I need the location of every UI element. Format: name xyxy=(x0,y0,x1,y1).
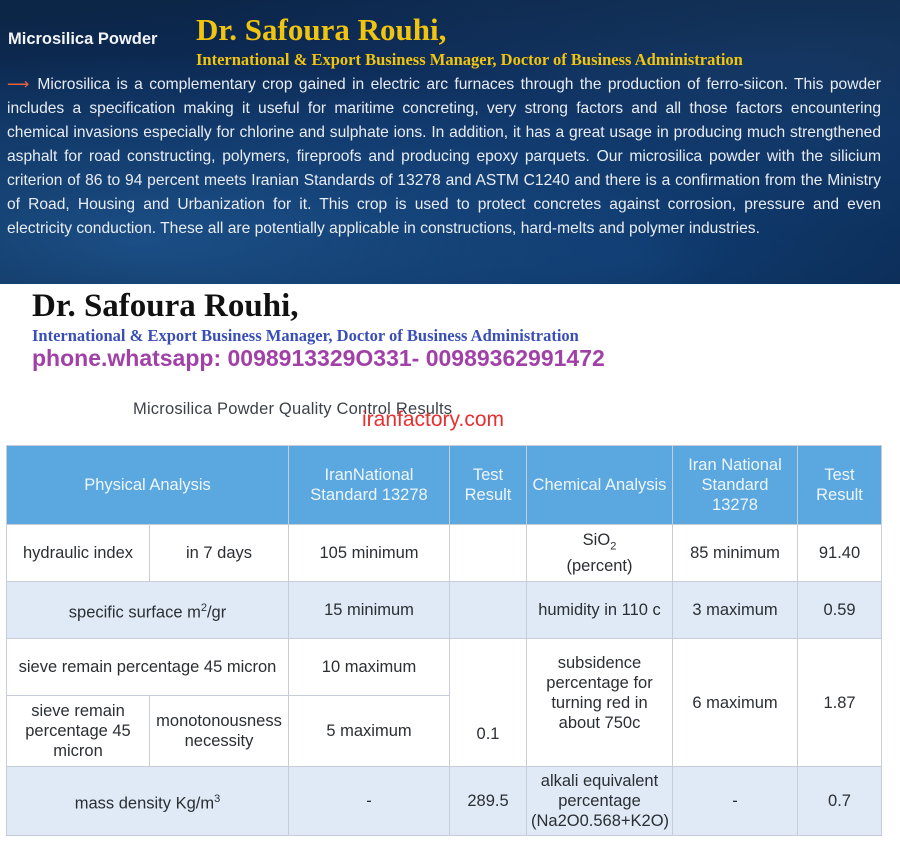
cell-surface-standard: 15 minimum xyxy=(289,582,450,639)
cell-sieve-standard: 10 maximum xyxy=(289,639,450,696)
sio2-unit: (percent) xyxy=(566,557,633,576)
header-chemical-analysis: Chemical Analysis xyxy=(527,446,673,525)
cell-surface-result xyxy=(450,582,527,639)
cell-mono-standard: 5 maximum xyxy=(289,696,450,767)
cell-subsidence: subsidence percentage for turning red in about 750c xyxy=(527,639,673,767)
banner-description xyxy=(7,73,881,241)
banner-name: Dr. Safoura Rouhi, xyxy=(196,12,447,47)
cell-humidity: humidity in 110 c xyxy=(527,582,673,639)
cell-alkali-standard: - xyxy=(673,767,798,836)
specific-surface-text: specific surface m xyxy=(68,603,201,622)
cell-humidity-standard: 3 maximum xyxy=(673,582,798,639)
cell-sio2-standard: 85 minimum xyxy=(673,525,798,582)
table-row xyxy=(7,582,882,639)
cell-specific-surface xyxy=(7,582,289,639)
cell-alkali: alkali equivalent percentage (Na2O0.568+K2O) xyxy=(527,767,673,836)
header-standard-1: IranNational Standard 13278 xyxy=(289,446,450,525)
cell-subsidence-result: 1.87 xyxy=(798,639,882,767)
cell-mass-standard: - xyxy=(289,767,450,836)
header-test-result-1: Test Result xyxy=(450,446,527,525)
quality-table xyxy=(6,445,882,836)
banner-description-text: Microsilica is a complementary crop gained in electric arc furnaces through the production of ferro-siicon. This powder includes a specification making it useful for maritime concreting, very strong factors and all those factors encountering chemical invasions especially for chlorine and sulphate ions. In addition, it has a great usage in producing much strengthened asphalt for road constructing, polymers, fireproofs and producing epoxy parquets. Our microsilica powder with the silicium criterion of 86 to 94 percent meets Iranian Standards of 13278 and ASTM C1240 and there is a confirmation from the Ministry of Road, Housing and Urbanization for it. This crop is used to protect concretes against corrosion, pressure and even electricity conduction. These all are potentially applicable in constructions, hard-melts and polymer industries. xyxy=(7,76,881,237)
header-standard-2: Iran National Standard 13278 xyxy=(673,446,798,525)
sio2-text: SiO xyxy=(582,530,611,549)
table-row xyxy=(7,525,882,582)
banner-title: Microsilica Powder xyxy=(8,30,158,48)
cell-sieve-remain-2: sieve remain percentage 45 micron xyxy=(7,696,150,767)
cell-sio2 xyxy=(527,525,673,582)
cell-hydraulic-index: hydraulic index xyxy=(7,525,150,582)
cell-sio2-result: 91.40 xyxy=(798,525,882,582)
cell-hydraulic-result xyxy=(450,525,527,582)
mass-density-sup: 3 xyxy=(214,792,221,805)
table-row xyxy=(7,767,882,836)
mass-density-text: mass density Kg/m xyxy=(74,794,215,813)
contact-role: International & Export Business Manager, Doctor of Business Administration xyxy=(32,326,579,345)
cell-hydraulic-standard: 105 minimum xyxy=(289,525,450,582)
table-header-row xyxy=(7,446,882,525)
cell-mass-density xyxy=(7,767,289,836)
contact-phone: phone.whatsapp: 0098913329O331- 00989362991472 xyxy=(32,345,605,371)
banner xyxy=(0,0,900,284)
cell-hydraulic-days: in 7 days xyxy=(150,525,289,582)
sio2-subscript: 2 xyxy=(610,540,617,553)
cell-mass-result: 289.5 xyxy=(450,767,527,836)
arrow-right-icon: ⟶ xyxy=(7,76,30,93)
cell-alkali-result: 0.7 xyxy=(798,767,882,836)
watermark: iranfactory.com xyxy=(362,408,504,431)
banner-role: International & Export Business Manager, Doctor of Business Administration xyxy=(196,50,743,69)
cell-monotonousness: monotonousness necessity xyxy=(150,696,289,767)
header-physical-analysis: Physical Analysis xyxy=(7,446,289,525)
cell-mono-result: 0.1 xyxy=(450,639,527,767)
cell-sieve-remain: sieve remain percentage 45 micron xyxy=(7,639,289,696)
table-title: Microsilica Powder Quality Control Results xyxy=(133,400,453,418)
table-row xyxy=(7,639,882,696)
contact-name: Dr. Safoura Rouhi, xyxy=(32,288,299,324)
specific-surface-sup: 2 xyxy=(200,601,207,614)
header-test-result-2: Test Result xyxy=(798,446,882,525)
specific-surface-unit: /gr xyxy=(206,603,227,622)
cell-subsidence-standard: 6 maximum xyxy=(673,639,798,767)
cell-humidity-result: 0.59 xyxy=(798,582,882,639)
